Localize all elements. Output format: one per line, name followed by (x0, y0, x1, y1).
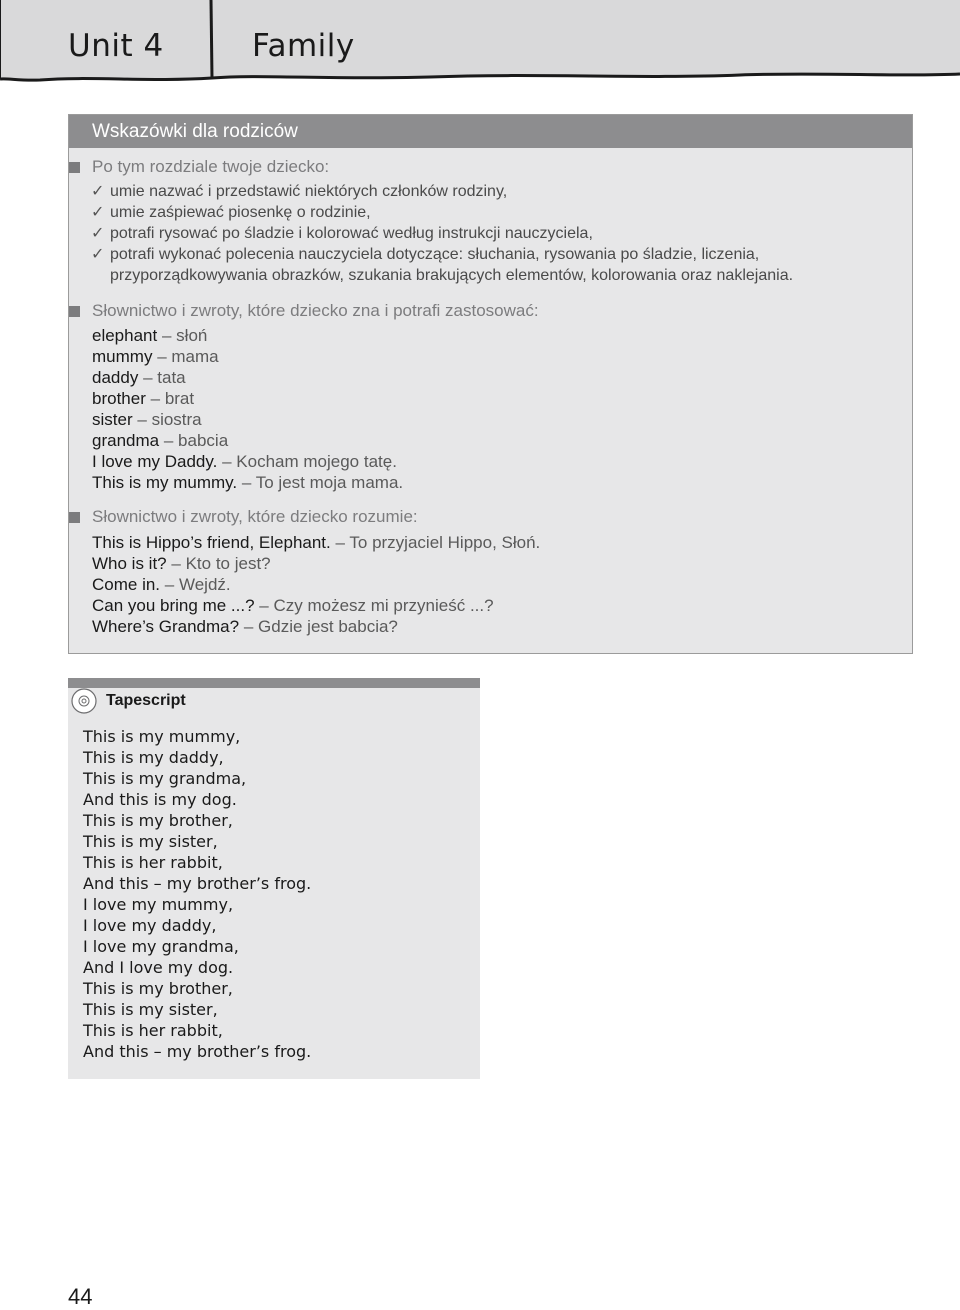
vocab-pair: grandma – babcia (92, 431, 229, 450)
tapescript-line: I love my grandma, (83, 937, 239, 956)
square-bullet-icon (69, 512, 80, 523)
tapescript-title: Tapescript (106, 692, 186, 709)
section-heading-passive-vocabulary: Słownictwo i zwroty, które dziecko rozumie: (69, 507, 418, 527)
vocab-pair: elephant – słoń (92, 326, 208, 345)
square-bullet-icon (69, 306, 80, 317)
section-heading-skills: Po tym rozdziale twoje dziecko: (69, 157, 329, 177)
tapescript-line: And this is my dog. (83, 790, 237, 809)
tapescript-line: I love my mummy, (83, 895, 234, 914)
vocab-pair: Who is it? – Kto to jest? (92, 554, 271, 573)
vocab-pair: Where’s Grandma? – Gdzie jest babcia? (92, 617, 398, 636)
vocab-pair: daddy – tata (92, 368, 186, 387)
tapescript-line: And this – my brother’s frog. (83, 1042, 312, 1061)
list-item: ✓ potrafi wykonać polecenia nauczyciela dotyczące: słuchania, rysowania po śladzie, liczenia, (91, 246, 760, 263)
vocab-pair: sister – siostra (92, 410, 202, 429)
section-heading-active-vocabulary: Słownictwo i zwroty, które dziecko zna i potrafi zastosować: (69, 301, 539, 321)
checkmark-icon: ✓ (91, 246, 105, 263)
chapter-title: Family (252, 28, 355, 64)
passive-vocabulary-list (92, 532, 540, 637)
tapescript-line: This is my sister, (83, 1000, 218, 1019)
vocab-pair: I love my Daddy. – Kocham mojego tatę. (92, 452, 397, 471)
vocab-pair: Come in. – Wejdź. (92, 575, 231, 594)
list-item: ✓ umie zaśpiewać piosenkę o rodzinie, (91, 204, 371, 221)
tapescript-top-bar (68, 678, 480, 688)
vocab-pair: This is my mummy. – To jest moja mama. (92, 473, 404, 492)
checkmark-icon: ✓ (91, 225, 105, 242)
tapescript-line: And this – my brother’s frog. (83, 874, 312, 893)
tapescript-line: This is my mummy, (83, 727, 241, 746)
parents-guidance-title: Wskazówki dla rodziców (69, 115, 912, 148)
checkmark-icon: ✓ (91, 183, 105, 200)
tapescript-line: And I love my dog. (83, 958, 234, 977)
list-item: ✓ potrafi rysować po śladzie i kolorować według instrukcji nauczyciela, (91, 225, 593, 242)
skills-checklist (91, 181, 793, 286)
list-item: ✓ umie nazwać i przedstawić niektórych członków rodziny, (91, 183, 508, 200)
vocab-pair: Can you bring me ...? – Czy możesz mi przynieść ...? (92, 596, 494, 615)
list-item-continuation: przyporządkowywania obrazków, szukania brakujących elementów, kolorowania oraz naklejania. (110, 267, 794, 284)
tapescript-line: This is my sister, (83, 832, 218, 851)
checkmark-icon: ✓ (91, 204, 105, 221)
tapescript-line: This is her rabbit, (83, 853, 223, 872)
parents-guidance-box (68, 114, 913, 654)
tapescript-line: This is my brother, (83, 811, 233, 830)
square-bullet-icon (69, 162, 80, 173)
active-vocabulary-list (92, 325, 403, 493)
tapescript-line: This is her rabbit, (83, 1021, 223, 1040)
tapescript-text (83, 726, 311, 1062)
tapescript-line: I love my daddy, (83, 916, 217, 935)
page-number: 44 (68, 1284, 93, 1309)
unit-label: Unit 4 (68, 28, 164, 64)
tapescript-box (68, 678, 480, 1079)
tapescript-line: This is my daddy, (83, 748, 224, 767)
vocab-pair: mummy – mama (92, 347, 219, 366)
tapescript-line: This is my brother, (83, 979, 233, 998)
cd-icon (70, 687, 98, 715)
tapescript-line: This is my grandma, (83, 769, 247, 788)
vocab-pair: brother – brat (92, 389, 195, 408)
vocab-pair: This is Hippo’s friend, Elephant. – To przyjaciel Hippo, Słoń. (92, 533, 541, 552)
